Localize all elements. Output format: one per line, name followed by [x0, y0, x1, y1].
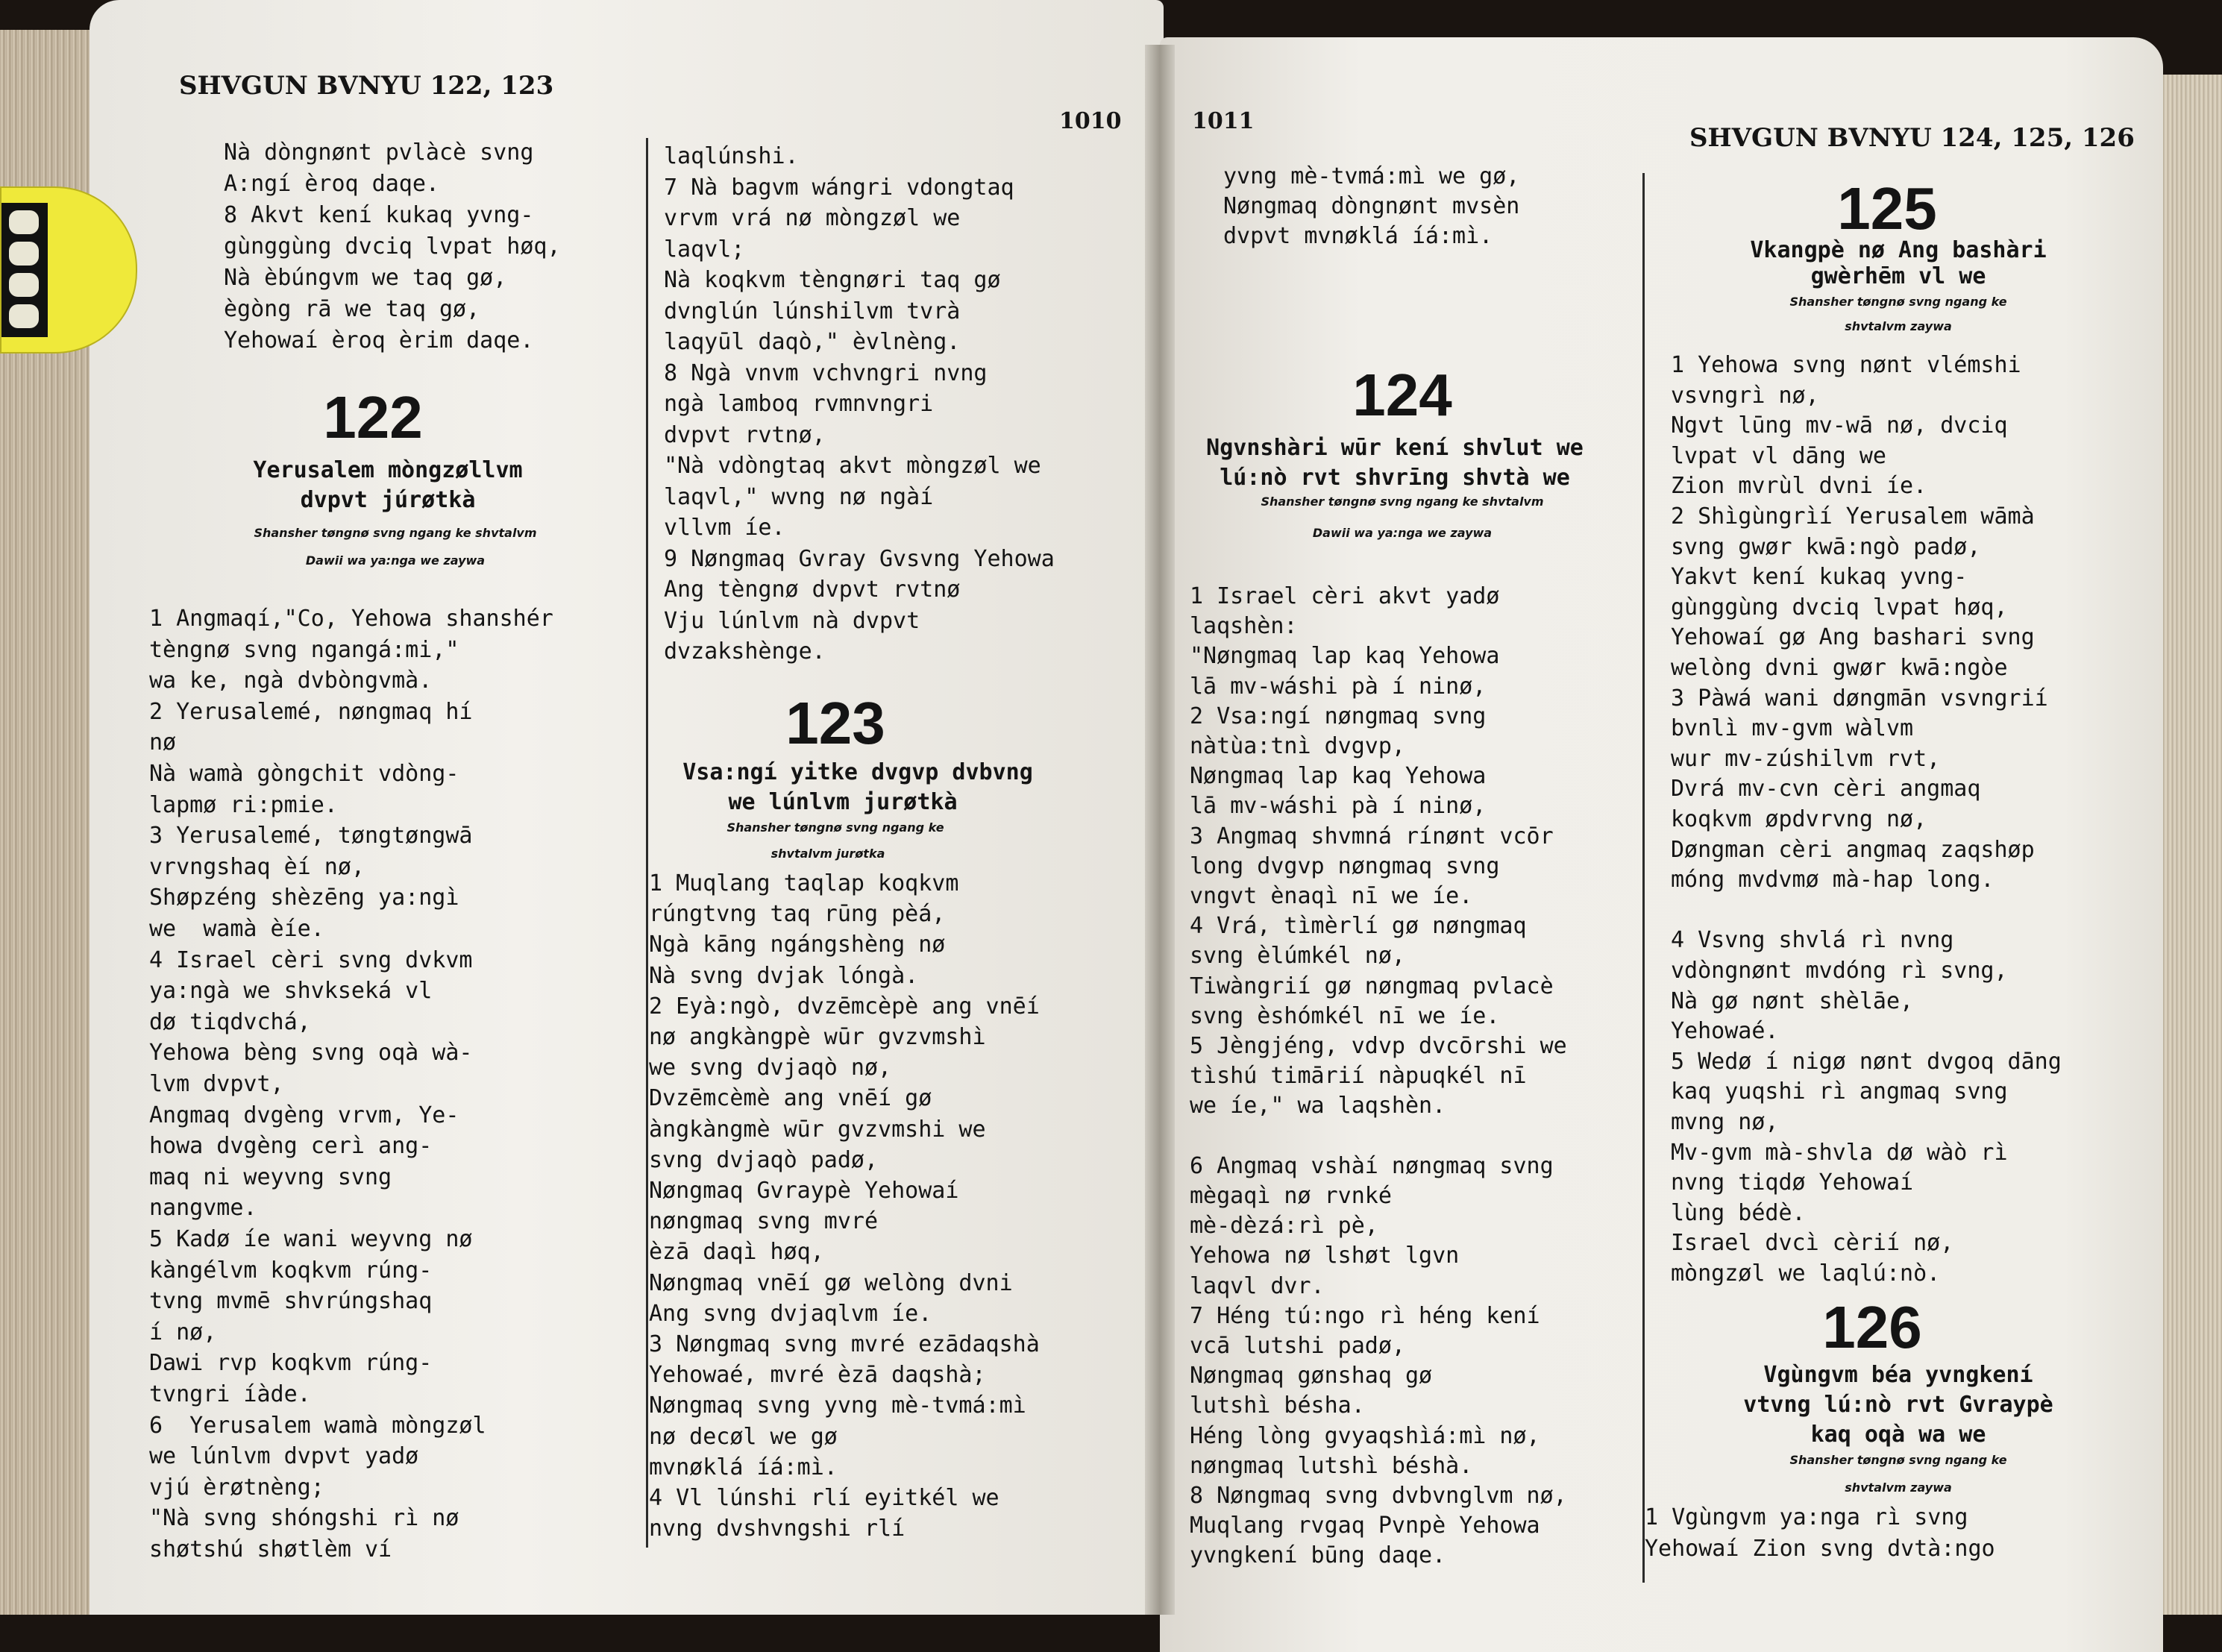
verse-line: 1 Israel cèri akvt yadø [1190, 583, 1500, 609]
left-running-header: SHVGUN BVNYU 122, 123 [179, 71, 554, 101]
verse-line: 2 Shìgùngrìí Yerusalem wāmà [1671, 503, 2035, 530]
verse-line: dvzakshènge. [664, 638, 826, 665]
verse-line: nøngmaq svng mvré [649, 1208, 879, 1235]
verse-line: nøngmaq lutshì béshà. [1190, 1452, 1473, 1479]
verse-line: Shøpzéng shèzēng ya:ngì [149, 885, 459, 911]
verse-line: laqvl," wvng nø ngàí [664, 483, 934, 510]
verse-line: Israel dvcì cèrií nø, [1671, 1230, 1954, 1257]
verse-line: Nà gø nønt shèlāe, [1671, 987, 1914, 1014]
verse-line: yvng mè-tvmá:mì we gø, [1223, 163, 1520, 189]
psalm-superscription: Shansher tøngnø svng ngang ke [1789, 1453, 2007, 1467]
verse-line: Ang svng dvjaqlvm íe. [649, 1300, 932, 1327]
verse-line: laqvl; [664, 236, 745, 263]
psalm-number: 122 [323, 384, 423, 450]
verse-line: howa dvgèng cerì ang- [149, 1133, 433, 1160]
verse-line: svng èshómkél nī we íe. [1190, 1002, 1500, 1029]
verse-line: Ngvt lūng mv-wā nø, dvciq [1671, 412, 2008, 439]
verse-line: Ngà kāng ngángshèng nø [649, 932, 946, 958]
verse-line: èzā daqì høq, [649, 1239, 824, 1266]
verse-line: long dvgvp nøngmaq svng [1190, 852, 1500, 879]
verse-line: lvpat vl dāng we [1671, 442, 1886, 469]
verse-line: Dvzēmcèmè ang vnēí gø [649, 1085, 932, 1112]
verse-line: Dvrá mv-cvn cèri angmaq [1671, 776, 1981, 803]
verse-line: ngà lamboq rvmnvngri [664, 391, 934, 417]
verse-line: Vju lúnlvm nà dvpvt [664, 607, 920, 634]
verse-line: Yehowaé, mvré èzā daqshà; [649, 1362, 986, 1389]
psalm-superscription: Dawii wa ya:nga we zaywa [1312, 526, 1493, 540]
bookmark-strip [1, 203, 48, 337]
verse-line: maq ni weyvng svng [149, 1163, 392, 1190]
verse-line: Mv-gvm mà-shvla dø wàò rì [1671, 1139, 2008, 1166]
verse-line: nvng dvshvngshi rlí [649, 1516, 906, 1542]
psalm-title: lú:nò rvt shvrīng shvtà we [1220, 465, 1570, 491]
right-page-number: 1011 [1192, 108, 1255, 134]
verse-line: 5 Wedø í nigø nønt dvgoq dāng [1671, 1048, 2062, 1075]
verse-line: Angmaq dvgèng vrvm, Ye- [149, 1102, 459, 1128]
verse-line: Yehowa bèng svng oqà wà- [149, 1040, 473, 1067]
verse-line: we svng dvjaqò nø, [649, 1055, 892, 1081]
verse-line: 2 Vsa:ngí nøngmaq svng [1190, 703, 1487, 729]
verse-line: Nà dòngnønt pvlàcè svng [224, 139, 534, 166]
verse-line: 2 Yerusalemé, nøngmaq hí [149, 698, 473, 725]
verse-line: gùnggùng dvciq lvpat høq, [224, 233, 561, 260]
verse-line: Døngman cèri angmaq zaqshøp [1671, 836, 2035, 863]
verse-line: tèngnø svng ngangá:mi," [149, 636, 459, 663]
verse-line: vcā lutshi padø, [1190, 1333, 1405, 1359]
verse-line: ègòng rā we taq gø, [224, 296, 480, 322]
verse-line: Nøngmaq lap kaq Yehowa [1190, 763, 1487, 790]
verse-line: 3 Nøngmaq svng mvré ezādaqshà [649, 1331, 1040, 1357]
psalm-title: gwèrhēm vl we [1810, 263, 1986, 289]
verse-line: kaq yuqshi rì angmaq svng [1671, 1078, 2008, 1105]
book-gutter [1145, 45, 1175, 1615]
verse-line: Zion mvrùl dvni íe. [1671, 473, 1927, 500]
verse-line: tvng mvmē shvrúngshaq [149, 1288, 433, 1315]
verse-line: 8 Ngà vnvm vchvngri nvng [664, 359, 988, 386]
verse-line: lutshì bésha. [1190, 1392, 1365, 1419]
strip-hole [9, 210, 39, 234]
verse-line: "Nà svng shóngshi rì nø [149, 1505, 459, 1532]
verse-line: 9 Nøngmaq Gvray Gvsvng Yehowa [664, 545, 1055, 572]
verse-line: shøtshú shøtlèm ví [149, 1536, 392, 1563]
verse-line: tìshú timārií nàpuqkél nī [1190, 1063, 1527, 1090]
psalm-number: 125 [1837, 175, 1937, 242]
psalm-title: Ngvnshàri wūr kení shvlut we [1206, 435, 1584, 461]
psalm-number: 126 [1822, 1294, 1922, 1360]
verse-line: gùnggùng dvciq lvpat høq, [1671, 594, 2008, 621]
verse-line: Nøngmaq Gvraypè Yehowaí [649, 1178, 959, 1204]
verse-line: 5 Kadø íe wani weyvng nø [149, 1226, 473, 1252]
verse-line: ya:ngà we shvkseká vl [149, 978, 433, 1005]
right-column-rule [1642, 173, 1645, 1583]
verse-line: nangvme. [149, 1195, 257, 1222]
verse-line: mè-dèzá:rì pè, [1190, 1213, 1378, 1240]
verse-line: Nà koqkvm tèngnøri taq gø [664, 267, 1001, 293]
verse-line: dø tiqdvchá, [149, 1008, 311, 1035]
strip-hole [9, 304, 39, 328]
verse-line: 3 Pàwá wani døngmān vsvngrií [1671, 685, 2048, 712]
psalm-title: we lúnlvm jurøtkà [728, 789, 958, 815]
verse-line: 1 Vgùngvm ya:nga rì svng [1645, 1504, 1968, 1530]
verse-line: 1 Angmaqí,"Co, Yehowa shanshér [149, 606, 553, 632]
verse-line: 4 Vsvng shvlá rì nvng [1671, 927, 1954, 954]
verse-line: A:ngí èroq daqe. [224, 171, 439, 197]
verse-line: Nøngmaq gønshaq gø [1190, 1363, 1433, 1389]
verse-line: rúngtvng taq rūng pèá, [649, 901, 946, 928]
strip-hole [9, 273, 39, 297]
verse-line: Yakvt kení kukaq yvng- [1671, 564, 1968, 591]
verse-line: mvnøklá íá:mì. [649, 1454, 838, 1480]
psalm-title: Yerusalem mòngzøllvm [253, 457, 523, 483]
verse-line: Nà svng dvjak lóngà. [649, 962, 919, 989]
verse-line: we wamà èíe. [149, 916, 324, 942]
psalm-title: vtvng lú:nò rvt Gvraypè [1743, 1392, 2053, 1418]
verse-line: 7 Héng tú:ngo rì héng kení [1190, 1302, 1540, 1329]
verse-line: vngvt ènaqì nī we íe. [1190, 883, 1473, 909]
verse-line: Ang tèngnø dvpvt rvtnø [664, 577, 961, 603]
verse-line: 6 Yerusalem wamà mòngzøl [149, 1412, 486, 1439]
verse-line: Yehowa nø lshøt lgvn [1190, 1243, 1460, 1269]
verse-line: vdòngnønt mvdóng rì svng, [1671, 958, 2008, 984]
verse-line: koqkvm øpdvrvng nø, [1671, 806, 1927, 832]
verse-line: lā mv-wáshi pà í ninø, [1190, 793, 1487, 820]
verse-line: wur mv-zúshilvm rvt, [1671, 745, 1941, 772]
verse-line: àngkàngmè wūr gvzvmshi we [649, 1116, 986, 1143]
verse-line: 1 Muqlang taqlap koqkvm [649, 870, 959, 896]
verse-line: Dawi rvp koqkvm rúng- [149, 1350, 433, 1377]
verse-line: nø angkàngpè wūr gvzvmshì [649, 1024, 986, 1050]
verse-line: Nøngmaq svng yvng mè-tvmá:mì [649, 1392, 1026, 1419]
verse-line: dvpvt rvtnø, [664, 421, 826, 448]
verse-line: Muqlang rvgaq Pvnpè Yehowa [1190, 1513, 1540, 1539]
right-running-header: SHVGUN BVNYU 124, 125, 126 [1689, 123, 2135, 153]
verse-line: 5 Jèngjéng, vdvp dvcōrshi we [1190, 1033, 1567, 1059]
verse-line: Tiwàngrií gø nøngmaq pvlacè [1190, 973, 1554, 999]
verse-line: laqvl dvr. [1190, 1272, 1325, 1299]
left-page-number: 1010 [1059, 108, 1122, 134]
verse-line: nàtùa:tnì dvgvp, [1190, 733, 1405, 759]
verse-line: 3 Yerusalemé, tøngtøngwā [149, 823, 473, 849]
verse-line: mvng nø, [1671, 1109, 1779, 1135]
verse-line: welòng dvni gwør kwā:ngòe [1671, 655, 2008, 681]
verse-line: dvpvt mvnøklá íá:mì. [1223, 223, 1493, 249]
left-column-rule [646, 138, 648, 1548]
verse-line: Héng lòng gvyaqshìá:mì nø, [1190, 1422, 1540, 1449]
verse-line: mègaqì nø rvnké [1190, 1183, 1392, 1209]
verse-line: 4 Israel cèri svng dvkvm [149, 946, 473, 973]
right-page-edges [2155, 75, 2222, 1615]
verse-line: Nà èbúngvm we taq gø, [224, 265, 507, 291]
verse-line: Yehowaí gø Ang bashari svng [1671, 624, 2035, 651]
verse-line: vrvm vrá nø mòngzøl we [664, 205, 961, 231]
verse-line: dvnglún lúnshilvm tvrà [664, 298, 961, 324]
verse-line: vrvngshaq èí nø, [149, 853, 365, 880]
verse-line: 1 Yehowa svng nønt vlémshi [1671, 352, 2021, 378]
verse-line: 4 Vl lúnshi rlí eyitkél we [649, 1485, 999, 1511]
verse-line: móng mvdvmø mà-hap long. [1671, 867, 1995, 893]
verse-line: Nøngmaq vnēí gø welòng dvni [649, 1269, 1013, 1296]
psalm-superscription: shvtalvm jurøtka [771, 847, 885, 861]
psalm-superscription: shvtalvm zaywa [1845, 1480, 1952, 1495]
verse-line: laqlúnshi. [664, 143, 799, 169]
verse-line: vllvm íe. [664, 515, 785, 541]
psalm-superscription: Shansher tøngnø svng ngang ke shvtalvm [254, 526, 537, 540]
verse-line: 2 Eyà:ngò, dvzēmcèpè ang vnēí [649, 993, 1040, 1020]
verse-line: í nø, [149, 1319, 217, 1345]
verse-line: vjú èrøtnèng; [149, 1474, 324, 1501]
verse-line: 7 Nà bagvm wángri vdongtaq [664, 174, 1014, 201]
verse-line: 3 Angmaq shvmná rínønt vcōr [1190, 823, 1554, 849]
psalm-number: 124 [1352, 362, 1452, 428]
verse-line: kàngélvm koqkvm rúng- [149, 1257, 433, 1284]
verse-line: lā mv-wáshi pà í ninø, [1190, 673, 1487, 700]
verse-line: lùng bédè. [1671, 1199, 1806, 1226]
verse-line: yvngkení būng daqe. [1190, 1542, 1446, 1569]
verse-line: we lúnlvm dvpvt yadø [149, 1443, 419, 1470]
psalm-number: 123 [785, 690, 885, 756]
psalm-superscription: Shansher tøngnø svng ngang ke [726, 820, 944, 835]
verse-line: Nà wamà gòngchit vdòng- [149, 761, 459, 787]
psalm-superscription: Dawii wa ya:nga we zaywa [305, 553, 486, 568]
verse-line: Yehowaí Zion svng dvtà:ngo [1645, 1536, 1995, 1562]
verse-line: mòngzøl we laqlú:nò. [1671, 1260, 1941, 1287]
psalm-superscription: Shansher tøngnø svng ngang ke shvtalvm [1261, 494, 1544, 509]
verse-line: wa ke, ngà dvbòngvmà. [149, 668, 433, 694]
verse-line: lapmø ri:pmie. [149, 791, 338, 818]
psalm-superscription: Shansher tøngnø svng ngang ke [1789, 295, 2007, 309]
verse-line: 8 Nøngmaq svng dvbvnglvm nø, [1190, 1483, 1567, 1509]
verse-line: tvngri íàde. [149, 1381, 311, 1407]
verse-line: 6 Angmaq vshàí nøngmaq svng [1190, 1152, 1554, 1179]
verse-line: "Nà vdòngtaq akvt mòngzøl we [664, 453, 1041, 479]
verse-line: laqyūl daqò," èvlnèng. [664, 329, 961, 355]
psalm-title: kaq oqà wa we [1810, 1422, 1986, 1448]
psalm-title: Vgùngvm béa yvngkení [1763, 1362, 2033, 1388]
verse-line: svng èlúmkél nø, [1190, 943, 1405, 970]
verse-line: 8 Akvt kení kukaq yvng- [224, 202, 534, 228]
verse-line: nø [149, 729, 177, 756]
verse-line: bvnlì mv-gvm wàlvm [1671, 715, 1914, 742]
verse-line: 4 Vrá, tìmèrlí gø nøngmaq [1190, 913, 1527, 940]
psalm-title: Vkangpè nø Ang bashàri [1750, 237, 2047, 263]
verse-line: "Nøngmaq lap kaq Yehowa [1190, 643, 1500, 670]
verse-line: lvm dvpvt, [149, 1071, 284, 1097]
verse-line: nø decøl we gø [649, 1423, 838, 1450]
psalm-title: dvpvt júrøtkà [300, 487, 476, 513]
verse-line: laqshèn: [1190, 613, 1298, 640]
verse-line: svng gwør kwā:ngò padø, [1671, 533, 1981, 560]
psalm-superscription: shvtalvm zaywa [1845, 319, 1952, 333]
verse-line: Yehowaé. [1671, 1018, 1779, 1045]
strip-hole [9, 242, 39, 266]
verse-line: nvng tiqdø Yehowaí [1671, 1169, 1914, 1196]
psalm-title: Vsa:ngí yitke dvgvp dvbvng [682, 759, 1033, 785]
verse-line: vsvngrì nø, [1671, 382, 1819, 409]
verse-line: svng dvjaqò padø, [649, 1146, 879, 1173]
verse-line: Nøngmaq dòngnønt mvsèn [1223, 193, 1520, 219]
verse-line: we íe," wa laqshèn. [1190, 1093, 1446, 1119]
verse-line: Yehowaí èroq èrim daqe. [224, 327, 534, 354]
